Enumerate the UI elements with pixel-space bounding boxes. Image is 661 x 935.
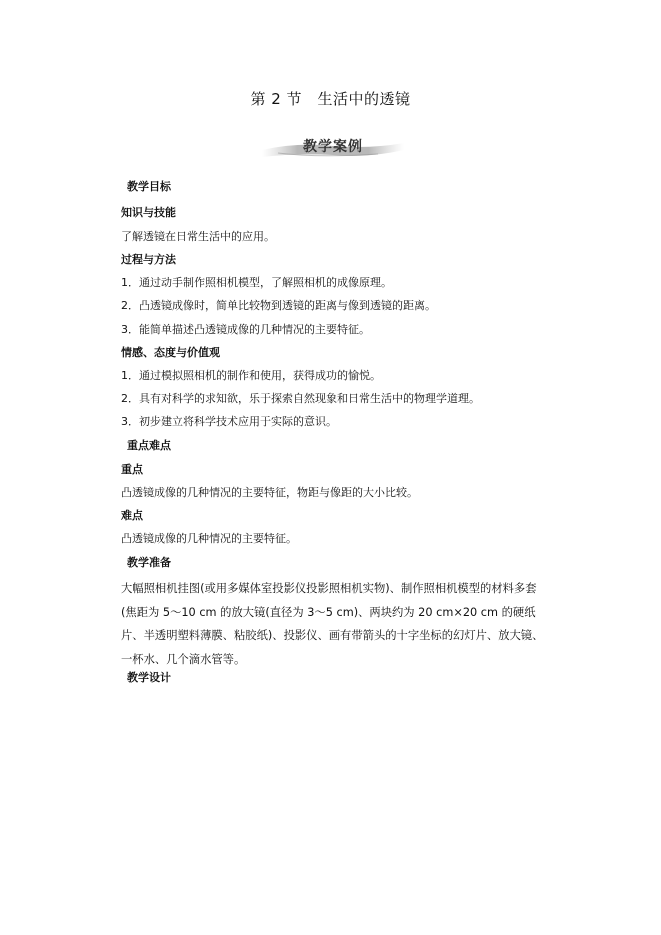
knowledge-text: 了解透镜在日常生活中的应用。 — [121, 230, 275, 243]
process-item-2: 2．凸透镜成像时，简单比较物到透镜的距离与像到透镜的距离。 — [121, 299, 436, 312]
emotion-heading: 情感、态度与价值观 — [121, 346, 220, 359]
page-title: 第 2 节 生活中的透镜 — [250, 90, 411, 108]
knowledge-heading: 知识与技能 — [121, 206, 176, 219]
banner-title: 教学案例 — [303, 139, 363, 155]
process-item-3: 3．能简单描述凸透镜成像的几种情况的主要特征。 — [121, 323, 370, 336]
key-heading: 重点 — [121, 463, 143, 476]
prep-text: 大幅照相机挂图(或用多媒体室投影仪投影照相机实物)、制作照相机模型的材料多套(焦距为 5～10 cm 的放大镜(直径为 3～5 cm)、两块约为 20 cm×20 cm 的硬纸片、半透明塑料薄膜、粘胶纸)、投影仪、画有带箭头的十字坐标的幻灯片、放大镜、一杯水、几个滴水管等。 — [121, 582, 544, 666]
difficult-text: 凸透镜成像的几种情况的主要特征。 — [121, 532, 297, 545]
design-heading: 教学设计 — [127, 671, 171, 684]
emotion-item-1: 1．通过模拟照相机的制作和使用，获得成功的愉悦。 — [121, 369, 381, 382]
difficult-heading: 难点 — [121, 509, 143, 522]
process-item-1: 1．通过动手制作照相机模型，了解照相机的成像原理。 — [121, 276, 392, 289]
emotion-item-2: 2．具有对科学的求知欲，乐于探索自然现象和日常生活中的物理学道理。 — [121, 392, 480, 405]
keypoints-heading: 重点难点 — [127, 439, 171, 452]
section-banner — [258, 128, 408, 164]
emotion-item-3: 3．初步建立将科学技术应用于实际的意识。 — [121, 415, 337, 428]
goals-heading: 教学目标 — [127, 180, 171, 193]
process-heading: 过程与方法 — [121, 253, 176, 266]
key-text: 凸透镜成像的几种情况的主要特征，物距与像距的大小比较。 — [121, 486, 418, 499]
prep-heading: 教学准备 — [127, 556, 171, 569]
